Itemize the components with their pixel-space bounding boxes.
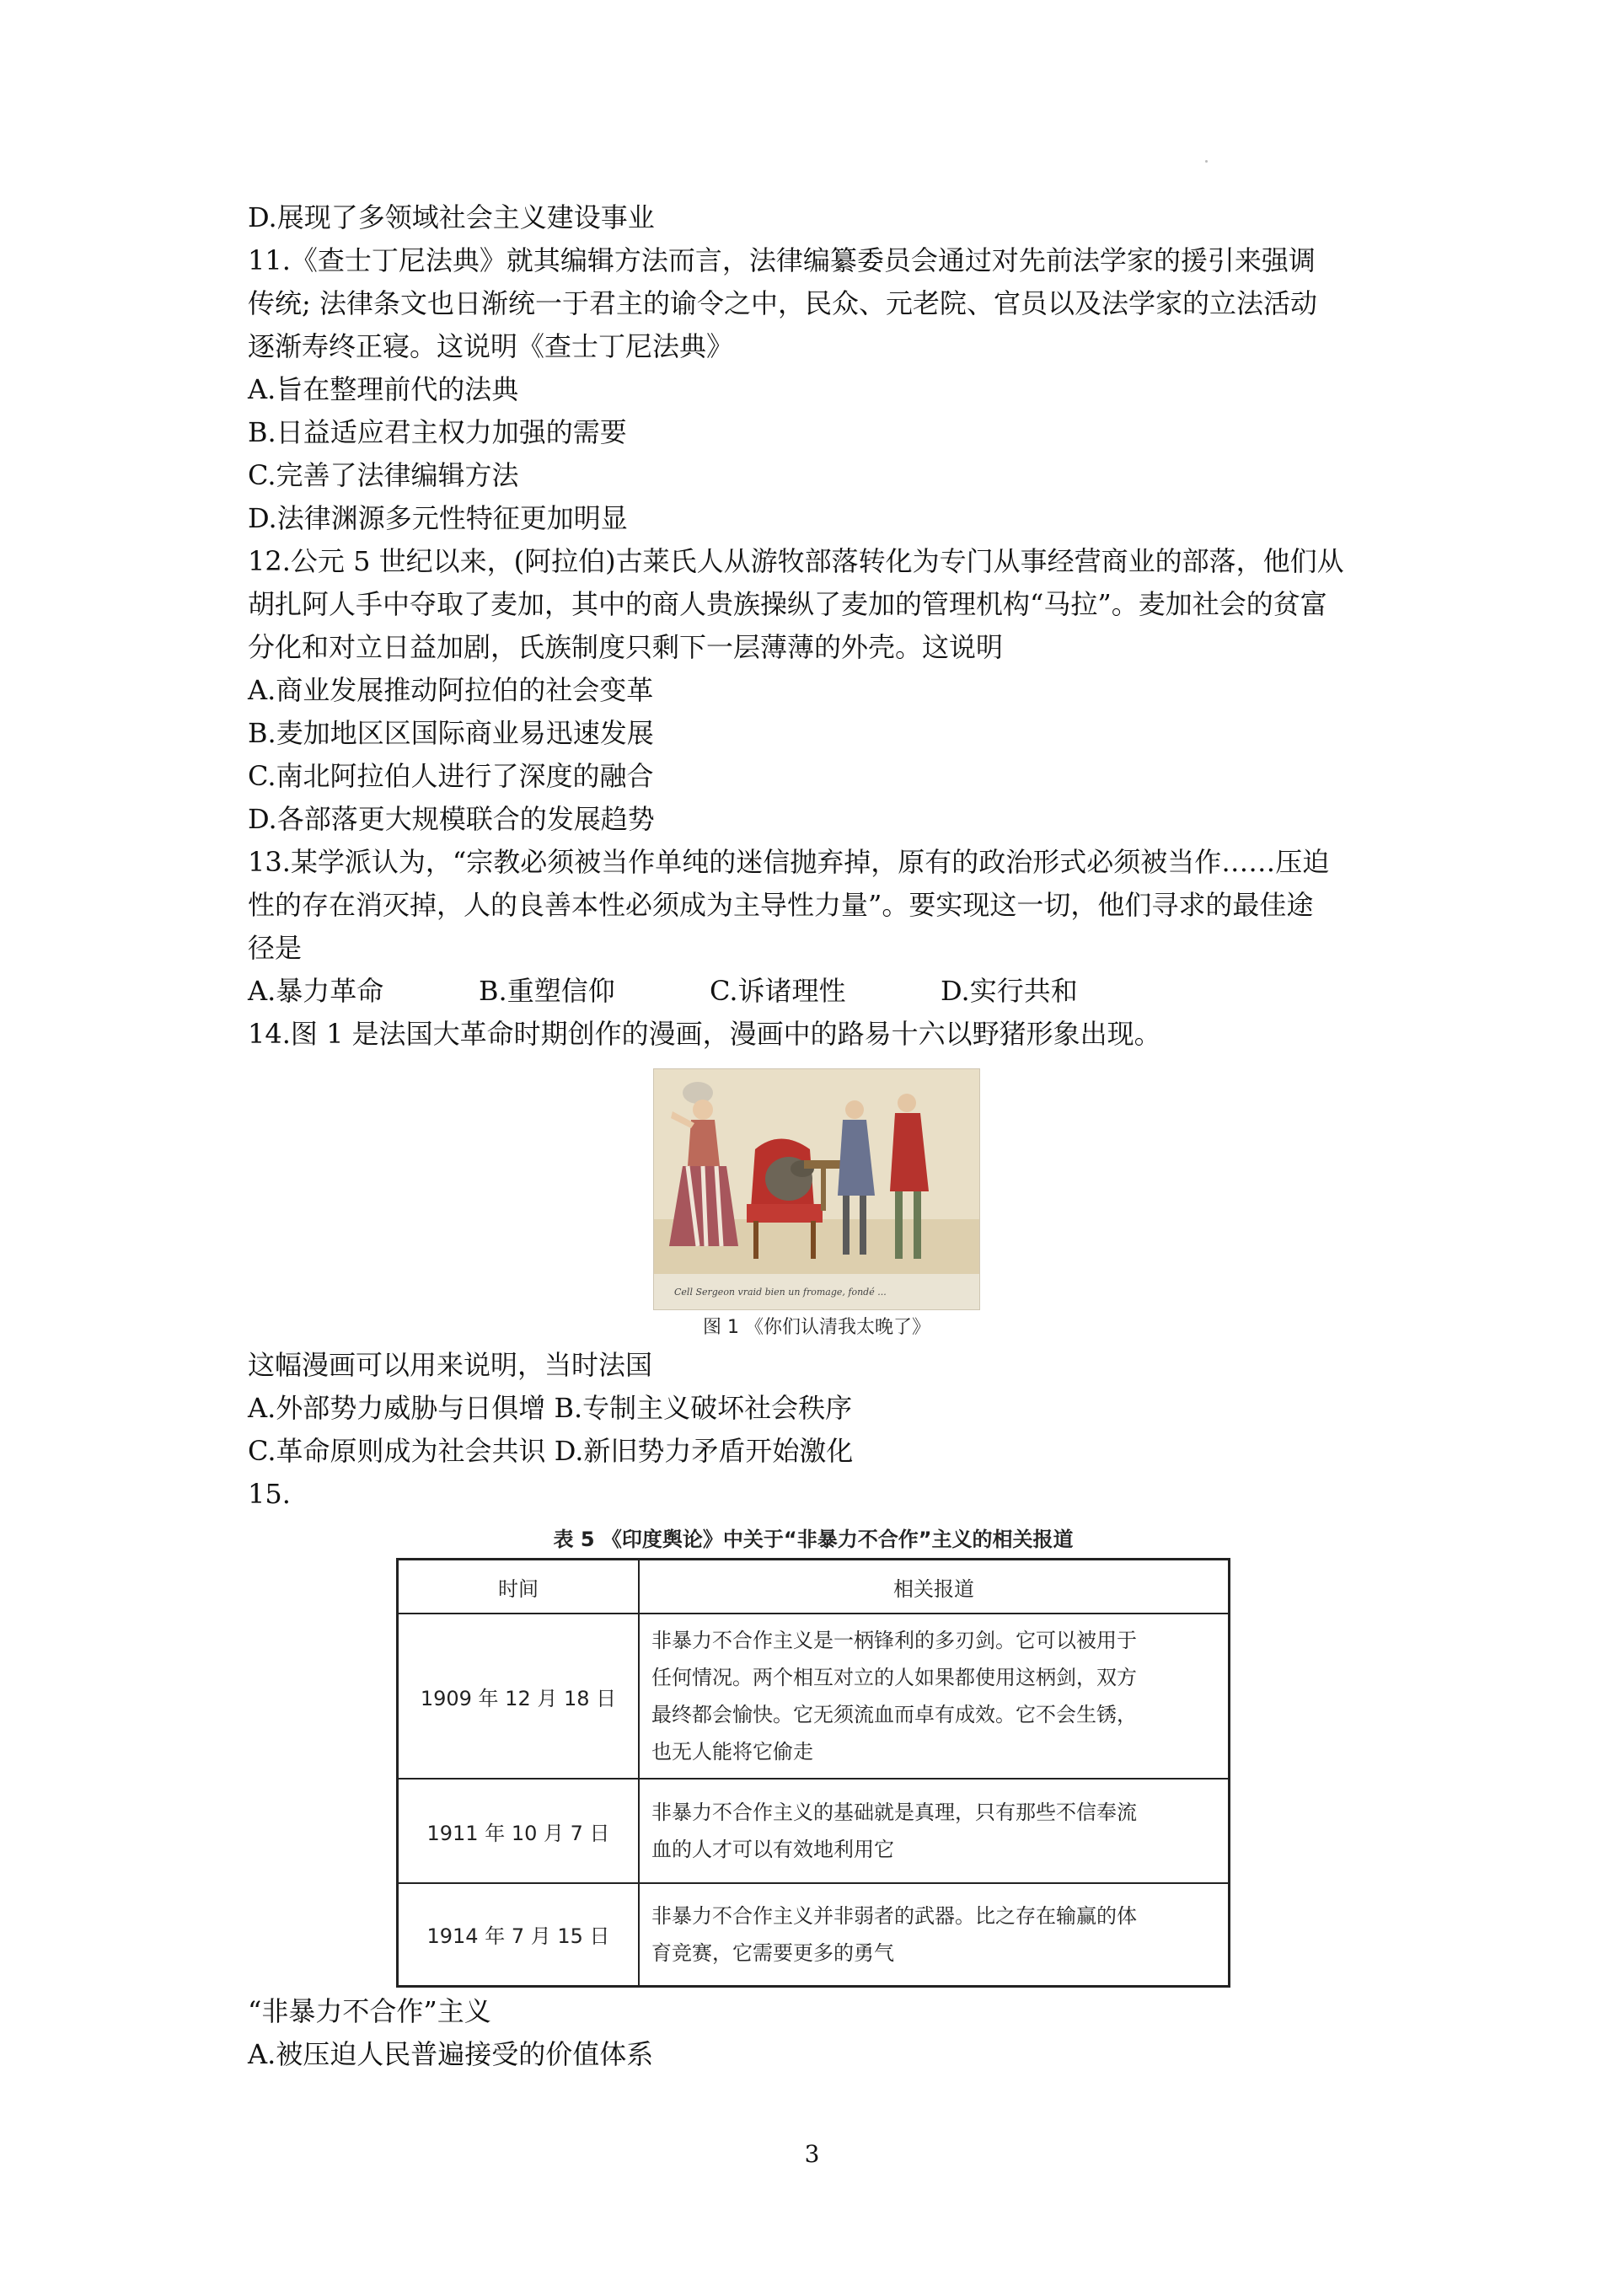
table-header-row <box>398 1560 1230 1614</box>
table-row <box>398 1883 1230 1986</box>
q11-option-d: D.法律渊源多元性特征更加明显 <box>248 502 628 534</box>
q12-stem-line-1: 12.公元 5 世纪以来，(阿拉伯)古莱氏人从游牧部落转化为专门从事经营商业的部落，他们从 <box>248 545 1344 577</box>
q13-stem-line-2: 性的存在消灭掉，人的良善本性必须成为主导性力量”。要实现这一切，他们寻求的最佳途 <box>248 889 1314 921</box>
q15-number: 15. <box>248 1478 291 1510</box>
q10-option-d: D.展现了多领域社会主义建设事业 <box>248 201 655 233</box>
row-report <box>639 1779 1230 1883</box>
row-report <box>639 1883 1230 1986</box>
q11-stem-line-3: 逐渐寿终正寝。这说明《查士丁尼法典》 <box>248 330 734 362</box>
q13-option-c: C.诉诸理性 <box>710 975 846 1007</box>
scan-speck <box>1205 160 1208 163</box>
q14-options-cd: C.革命原则成为社会共识 D.新旧势力矛盾开始激化 <box>248 1435 854 1467</box>
q11-option-b: B.日益适应君主权力加强的需要 <box>248 416 627 448</box>
q12-stem-line-3: 分化和对立日益加剧，氏族制度只剩下一层薄薄的外壳。这说明 <box>248 631 1004 663</box>
q11-stem-line-2: 传统; 法律条文也日渐统一于君主的谕令之中，民众、元老院、官员以及法学家的立法活动 <box>248 287 1317 319</box>
cartoon-inscription: Cell Sergeon vraid bien un fromage, fondé ... <box>674 1287 887 1298</box>
header-time: 时间 <box>398 1560 640 1614</box>
report-line: 最终都会愉快。它无须流血而卓有成效。它不会生锈， <box>651 1703 1137 1726</box>
q11-option-a: A.旨在整理前代的法典 <box>248 373 519 405</box>
q12-stem-line-2: 胡扎阿人手中夺取了麦加，其中的商人贵族操纵了麦加的管理机构“马拉”。麦加社会的贫富 <box>248 588 1327 620</box>
header-report: 相关报道 <box>639 1560 1230 1614</box>
q11-stem-line-1: 11.《查士丁尼法典》就其编辑方法而言，法律编纂委员会通过对先前法学家的援引来强调 <box>248 244 1316 276</box>
q13-option-d: D.实行共和 <box>941 975 1078 1007</box>
table-row <box>398 1779 1230 1883</box>
q15-option-a: A.被压迫人民普遍接受的价值体系 <box>248 2038 654 2070</box>
q14-stem: 14.图 1 是法国大革命时期创作的漫画，漫画中的路易十六以野猪形象出现。 <box>248 1018 1161 1050</box>
report-line: 非暴力不合作主义并非弱者的武器。比之存在输赢的体 <box>651 1903 1137 1928</box>
q11-option-c: C.完善了法律编辑方法 <box>248 459 519 491</box>
page-number: 3 <box>804 2140 820 2168</box>
report-line: 非暴力不合作主义的基础就是真理，只有那些不信奉流 <box>651 1801 1137 1824</box>
q13-option-a: A.暴力革命 <box>248 975 384 1007</box>
row-date: 1909 年 12 月 18 日 <box>398 1614 640 1779</box>
row-report <box>639 1614 1230 1779</box>
q14-question: 这幅漫画可以用来说明，当时法国 <box>248 1349 653 1381</box>
cartoon-figure <box>653 1068 980 1310</box>
figure-caption: 图 1 《你们认清我太晚了》 <box>703 1317 930 1338</box>
q12-option-a: A.商业发展推动阿拉伯的社会变革 <box>248 674 654 706</box>
cartoon-illustration <box>654 1069 979 1309</box>
q13-stem-line-1: 13.某学派认为，“宗教必须被当作单纯的迷信抛弃掉，原有的政治形式必须被当作……压迫 <box>248 846 1330 878</box>
q12-option-b: B.麦加地区区国际商业易迅速发展 <box>248 717 654 749</box>
row-date: 1914 年 7 月 15 日 <box>398 1883 640 1986</box>
q13-stem-line-3: 径是 <box>248 932 303 964</box>
row-date: 1911 年 10 月 7 日 <box>398 1779 640 1883</box>
q12-option-c: C.南北阿拉伯人进行了深度的融合 <box>248 760 654 792</box>
q13-option-b: B.重塑信仰 <box>479 975 615 1007</box>
report-line: 也无人能将它偷走 <box>651 1740 813 1763</box>
table-row <box>398 1614 1230 1779</box>
report-table <box>396 1558 1230 1988</box>
q14-options-ab: A.外部势力威胁与日俱增 B.专制主义破坏社会秩序 <box>248 1392 853 1424</box>
q12-option-d: D.各部落更大规模联合的发展趋势 <box>248 803 655 835</box>
report-line: 任何情况。两个相互对立的人如果都使用这柄剑，双方 <box>651 1666 1137 1689</box>
table-caption: 表 5 《印度舆论》中关于“非暴力不合作”主义的相关报道 <box>553 1528 1074 1551</box>
report-line: 非暴力不合作主义是一柄锋利的多刃剑。它可以被用于 <box>651 1629 1137 1652</box>
report-line: 育竞赛，它需要更多的勇气 <box>651 1940 894 1965</box>
q15-stem: “非暴力不合作”主义 <box>248 1995 491 2027</box>
q13-options <box>248 972 1394 1009</box>
report-line: 血的人才可以有效地利用它 <box>651 1838 894 1861</box>
